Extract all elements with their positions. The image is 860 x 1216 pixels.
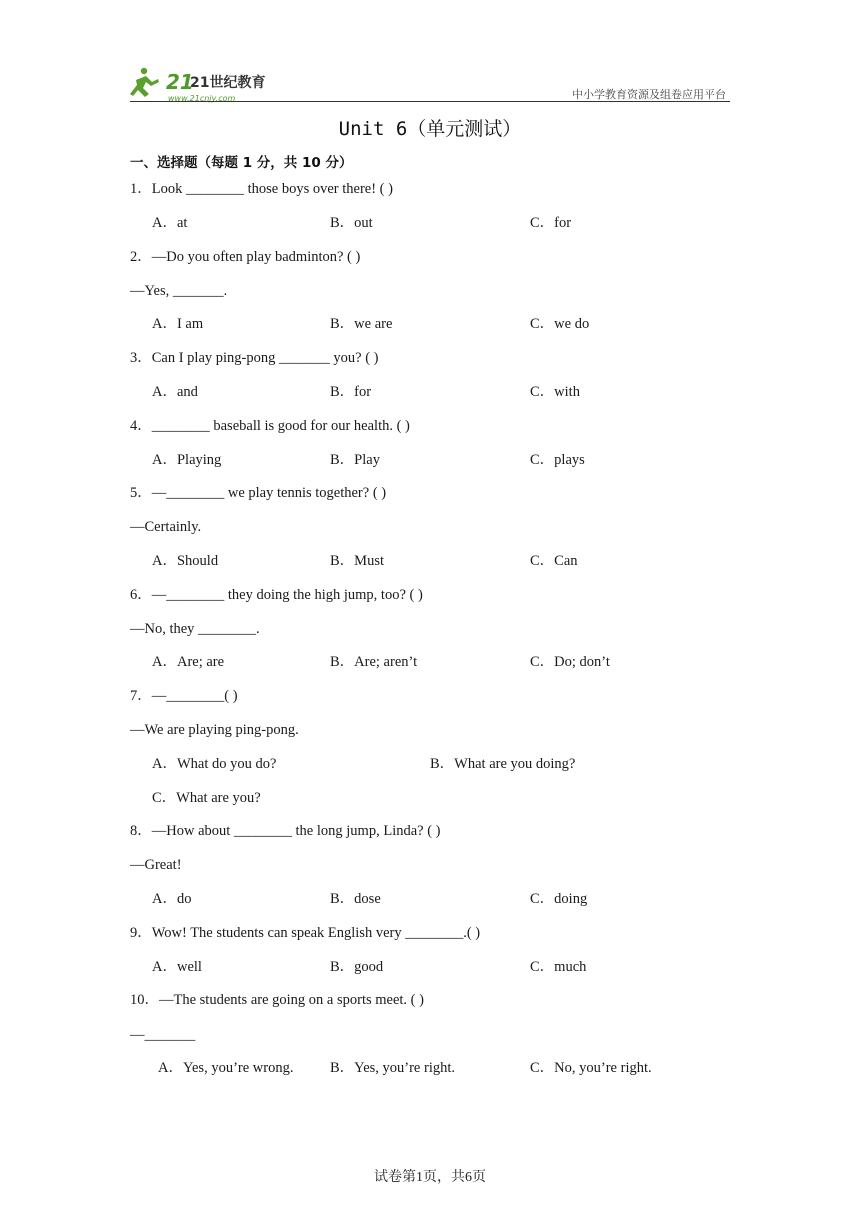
platform-name: 中小学教育资源及组卷应用平台 (572, 88, 726, 101)
option-c: C．plays (530, 452, 585, 468)
question-stem: 10．—The students are going on a sports meet. ( ) (130, 992, 424, 1008)
option-a: A．Playing (152, 452, 222, 468)
header-divider (130, 101, 730, 102)
question-stem: 7．—________( ) (130, 688, 238, 704)
question-stem: 9．Wow! The students can speak English very ________.( ) (130, 925, 481, 941)
option-c: C．Do; don’t (530, 654, 610, 670)
logo-text: 21世纪教育 (190, 75, 266, 91)
question-reply: —No, they ________. (130, 621, 260, 637)
question-stem: 1．Look ________ those boys over there! ( ) (130, 181, 393, 197)
svg-text:21: 21 (166, 70, 194, 94)
option-b: B．Play (330, 452, 380, 468)
question-stem: 4．________ baseball is good for our health. ( ) (130, 418, 410, 434)
option-c: C．Can (530, 553, 578, 569)
page-footer: 试卷第1页，共6页 (374, 1170, 486, 1185)
21cnjy-logo (130, 66, 280, 104)
option-a: A．and (152, 384, 198, 400)
option-b: B．Must (330, 553, 384, 569)
option-b: B．What are you doing? (430, 756, 576, 772)
option-a: A．Should (152, 553, 219, 569)
option-a: A．I am (152, 316, 204, 332)
option-b: B．good (330, 959, 384, 975)
option-c: C．with (530, 384, 580, 400)
question-reply: —Certainly. (130, 519, 202, 535)
option-a: A．Yes, you’re wrong. (158, 1060, 294, 1076)
option-a: A．at (152, 215, 188, 231)
logo-url: www.21cnjy.com (168, 94, 236, 103)
option-a: A．What do you do? (152, 756, 277, 772)
question-stem: 5．—________ we play tennis together? ( ) (130, 485, 387, 501)
option-c: C．for (530, 215, 572, 231)
option-c: C．No, you’re right. (530, 1060, 652, 1076)
page-title: Unit 6（单元测试） (338, 118, 522, 140)
question-stem: 2．—Do you often play badminton? ( ) (130, 249, 361, 265)
option-a: A．well (152, 959, 202, 975)
page-header (130, 60, 730, 104)
option-b: B．Are; aren’t (330, 654, 418, 670)
option-c: C．we do (530, 316, 590, 332)
option-b: B．dose (330, 891, 381, 907)
question-reply: —We are playing ping-pong. (130, 722, 299, 738)
option-b: B．for (330, 384, 372, 400)
question-reply: —Yes, _______. (130, 283, 228, 299)
option-a: A．Are; are (152, 654, 225, 670)
option-b: B．out (330, 215, 373, 231)
option-c: C．What are you? (152, 790, 261, 806)
question-reply: —_______ (130, 1027, 196, 1043)
option-a: A．do (152, 891, 192, 907)
option-c: C．much (530, 959, 587, 975)
section-heading: 一、选择题（每题 1 分，共 10 分） (130, 155, 353, 171)
question-stem: 6．—________ they doing the high jump, too? ( ) (130, 587, 423, 603)
option-b: B．we are (330, 316, 393, 332)
question-stem: 3．Can I play ping-pong _______ you? ( ) (130, 350, 379, 366)
question-stem: 8．—How about ________ the long jump, Linda? ( ) (130, 823, 441, 839)
question-reply: —Great! (130, 857, 182, 873)
option-b: B．Yes, you’re right. (330, 1060, 455, 1076)
option-c: C．doing (530, 891, 588, 907)
